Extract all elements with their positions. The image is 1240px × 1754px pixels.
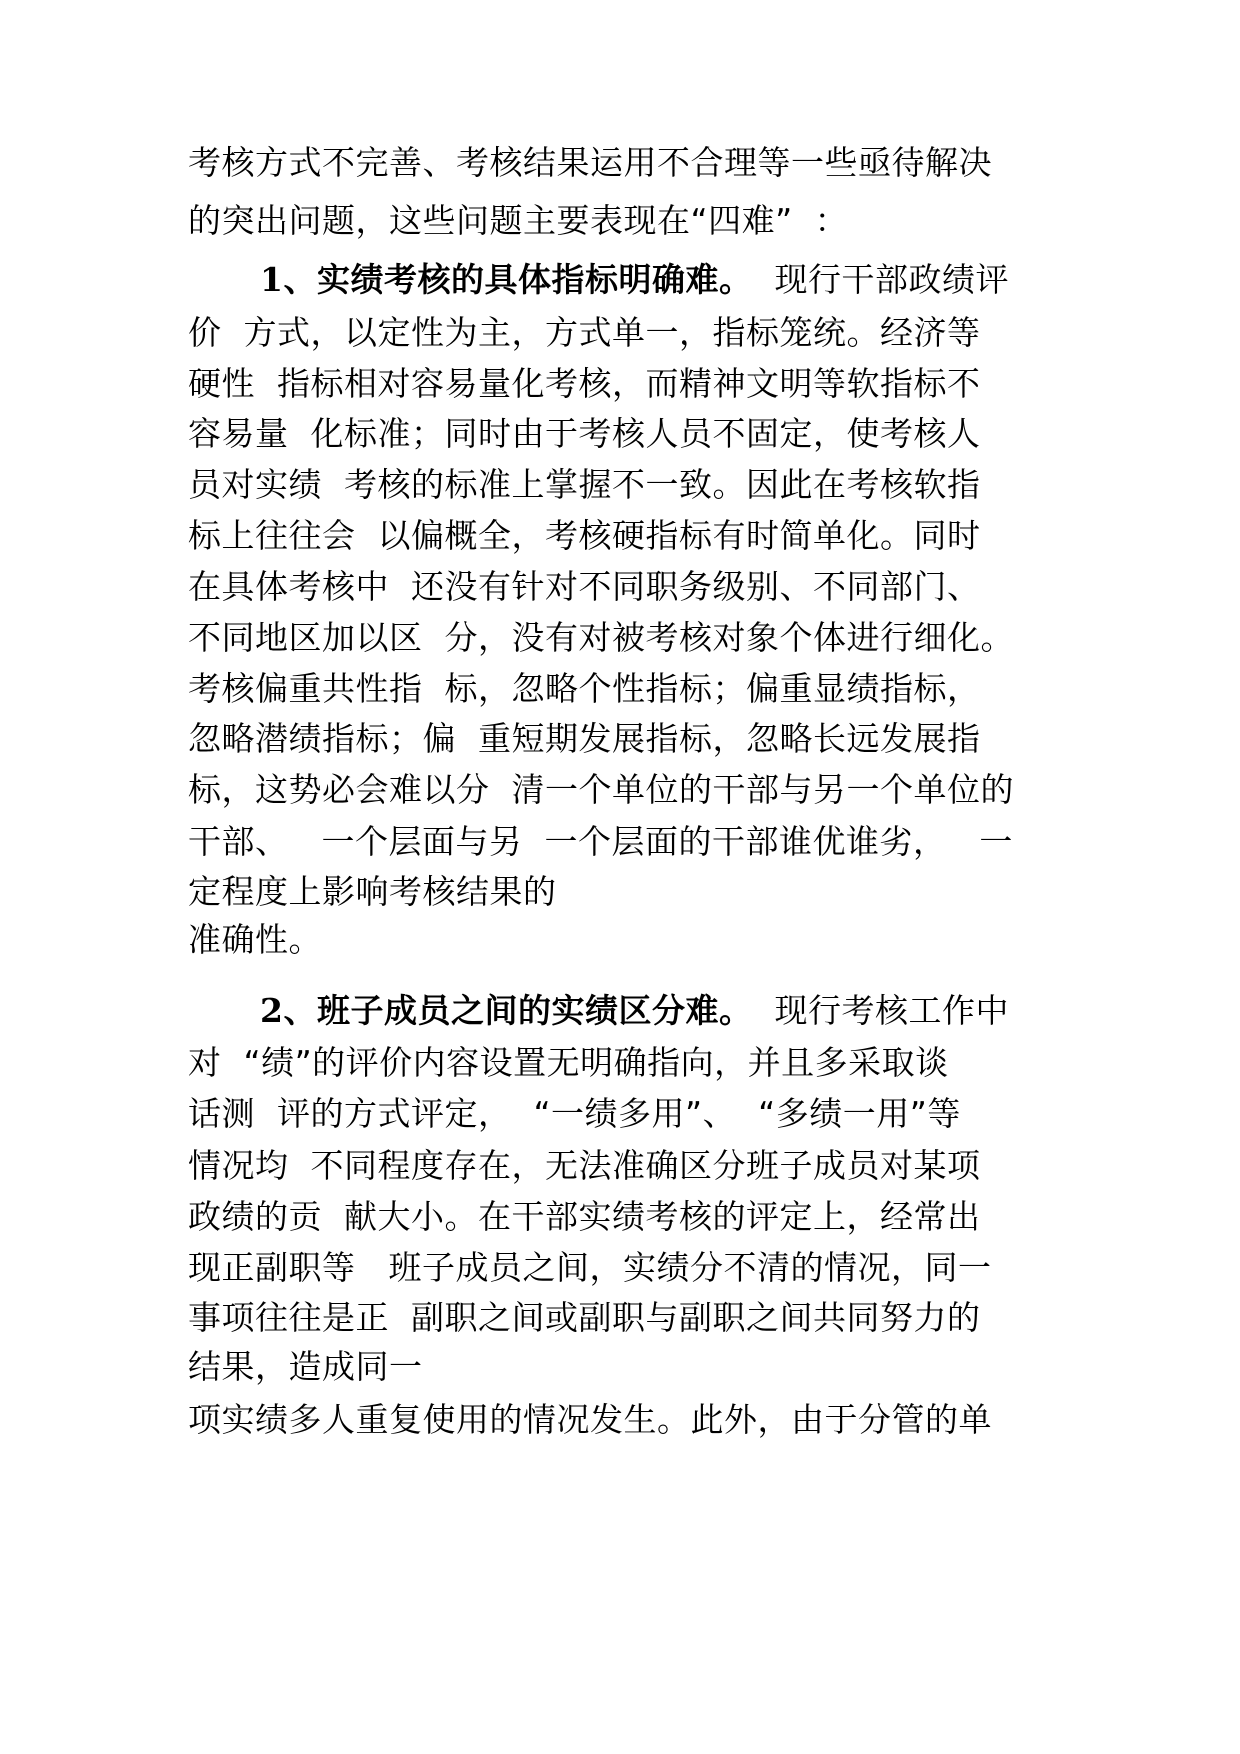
body-line: 硬性 指标相对容易量化考核，而精神文明等软指标不 [188,364,981,403]
body-line: 对 “绩”的评价内容设置无明确指向，并且多采取谈 [188,1043,949,1082]
body-line: 干部、 一个层面与另 一个层面的干部谁优谁劣， 一 [188,822,1013,861]
body-line: 定程度上影响考核结果的 [188,872,557,911]
body-line: 政绩的贡 献大小。在干部实绩考核的评定上，经常出 [188,1197,981,1236]
body-line: 考核方式不完善、考核结果运用不合理等一些亟待解决 [188,143,992,182]
body-line: 事项往往是正 副职之间或副职与副职之间共同努力的 [188,1298,981,1337]
body-line: 项实绩多人重复使用的情况发生。此外，由于分管的单 [188,1400,992,1439]
body-line: 话测 评的方式评定， “一绩多用”、 “多绩一用”等 [188,1094,961,1133]
body-line: 不同地区加以区 分，没有对被考核对象个体进行细化。 [188,618,1014,657]
body-line: 考核偏重共性指 标，忽略个性指标；偏重显绩指标， [188,669,981,708]
body-line: 情况均 不同程度存在，无法准确区分班子成员对某项 [188,1146,981,1185]
body-line: 的突出问题，这些问题主要表现在“四难” ： [188,201,849,240]
body-line: 准确性。 [188,920,322,959]
body-line: 忽略潜绩指标；偏 重短期发展指标，忽略长远发展指 [188,719,981,758]
section-2-heading: 2、班子成员之间的实绩区分难。 [260,991,753,1030]
body-line: 价 方式，以定性为主，方式单一，指标笼统。经济等 [188,313,981,352]
body-line: 容易量 化标准；同时由于考核人员不固定，使考核人 [188,414,981,453]
body-line: 标上往往会 以偏概全，考核硬指标有时简单化。同时 [188,516,981,555]
body-line: 在具体考核中 还没有针对不同职务级别、不同部门、 [188,567,981,606]
body-line: 现正副职等 班子成员之间，实绩分不清的情况，同一 [188,1248,992,1287]
section-1-first-line [260,260,1009,300]
section-2-lead-text: 现行考核工作中 [752,991,1009,1030]
body-line: 标，这势必会难以分 清一个单位的干部与另一个单位的 [188,770,1014,809]
body-line: 结果，造成同一 [188,1347,423,1386]
section-1-heading: 1、实绩考核的具体指标明确难。 [260,260,753,299]
body-line: 员对实绩 考核的标准上掌握不一致。因此在考核软指 [188,465,981,504]
section-1-lead-text: 现行干部政绩评 [752,260,1009,299]
section-2-first-line [260,991,1009,1031]
